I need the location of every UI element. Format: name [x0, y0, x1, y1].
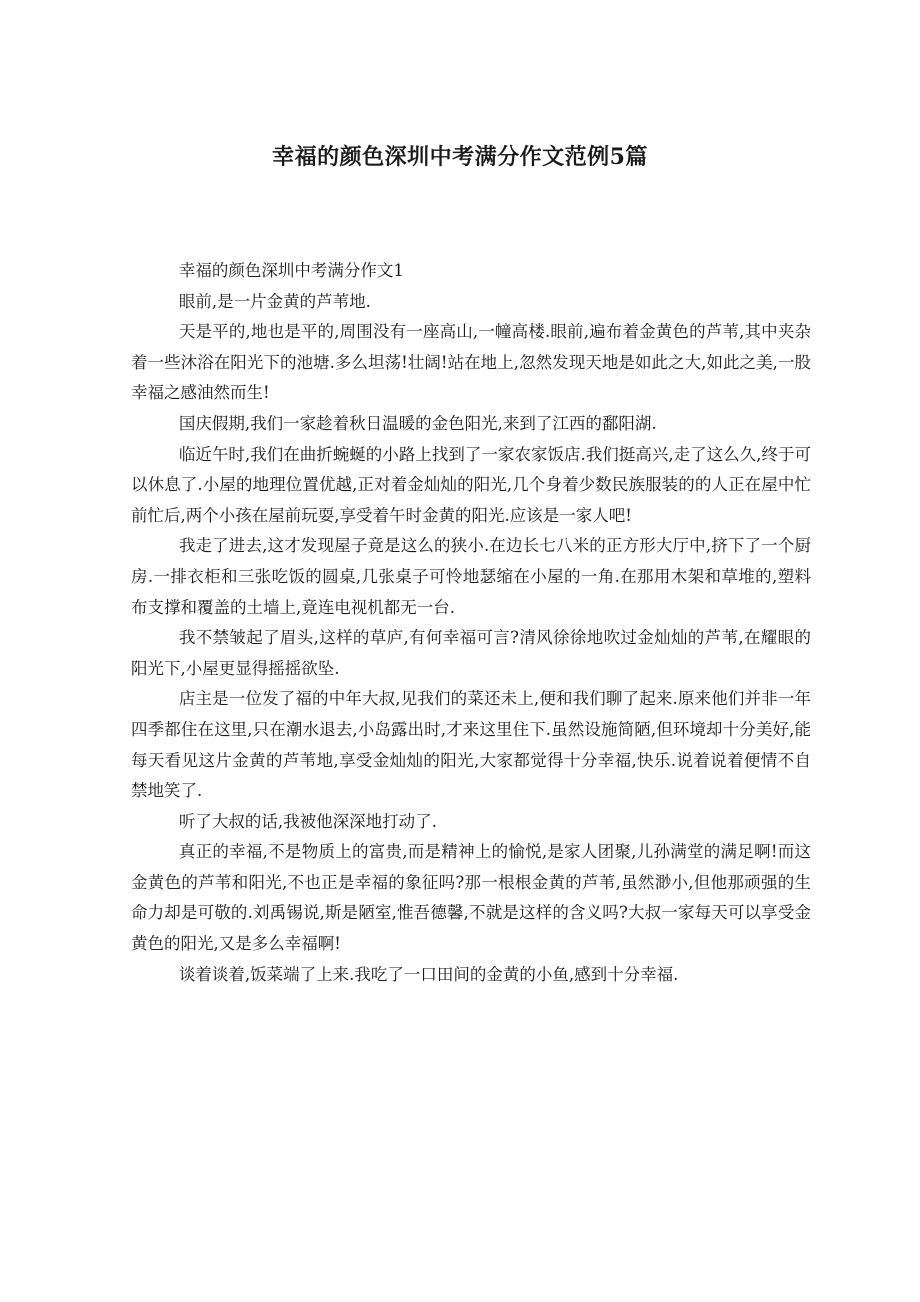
- paragraph: 眼前,是一片金黄的芦苇地.: [178, 291, 371, 311]
- paragraph: 我不禁皱起了眉头,这样的草庐,有何幸福可言?清风徐徐地吹过金灿灿的芦苇,在耀眼的阳光下,小屋更显得摇摇欲坠.: [131, 628, 811, 678]
- paragraph: 我走了进去,这才发现屋子竟是这么的狭小.在边长七八米的正方形大厅中,挤下了一个厨房.一排衣柜和三张吃饭的圆桌,几张桌子可怜地瑟缩在小屋的一角.在那用木架和草堆的,塑料布支撑和覆盖的土墙上,竟连电视机都无一台.: [131, 536, 811, 617]
- paragraph: 国庆假期,我们一家趁着秋日温暖的金色阳光,来到了江西的鄱阳湖.: [178, 413, 657, 433]
- document-title: 幸福的颜色深圳中考满分作文范例5篇: [272, 144, 648, 170]
- paragraph: 天是平的,地也是平的,周围没有一座高山,一幢高楼.眼前,遍布着金黄色的芦苇,其中夹杂着一些沐浴在阳光下的池塘.多么坦荡!壮阔!站在地上,忽然发现天地是如此之大,如此之美,一股幸福之感油然而生!: [131, 322, 811, 403]
- paragraph: 谈着谈着,饭菜端了上来.我吃了一口田间的金黄的小鱼,感到十分幸福.: [178, 964, 679, 984]
- paragraph: 真正的幸福,不是物质上的富贵,而是精神上的愉悦,是家人团聚,儿孙满堂的满足啊!而这金黄色的芦苇和阳光,不也正是幸福的象征吗?那一根根金黄的芦苇,虽然渺小,但他那顽强的生命力却是可敬的.刘禹锡说,斯是陋室,惟吾德馨,不就是这样的含义吗?大叔一家每天可以享受金黄色的阳光,又是多么幸福啊!: [131, 842, 811, 954]
- paragraph: 店主是一位发了福的中年大叔,见我们的菜还未上,便和我们聊了起来.原来他们并非一年四季都住在这里,只在潮水退去,小岛露出时,才来这里住下.虽然设施简陋,但环境却十分美好,能每天看见这片金黄的芦苇地,享受金灿灿的阳光,大家都觉得十分幸福,快乐.说着说着便情不自禁地笑了.: [131, 689, 811, 801]
- paragraph: 听了大叔的话,我被他深深地打动了.: [178, 811, 437, 831]
- paragraph: 临近午时,我们在曲折蜿蜒的小路上找到了一家农家饭店.我们挺高兴,走了这么久,终于可以休息了.小屋的地理位置优越,正对着金灿灿的阳光,几个身着少数民族服装的的人正在屋中忙前忙后,两个小孩在屋前玩耍,享受着午时金黄的阳光.应该是一家人吧!: [131, 444, 811, 525]
- paragraph-subtitle: 幸福的颜色深圳中考满分作文1: [178, 261, 404, 280]
- article-body: [131, 256, 811, 990]
